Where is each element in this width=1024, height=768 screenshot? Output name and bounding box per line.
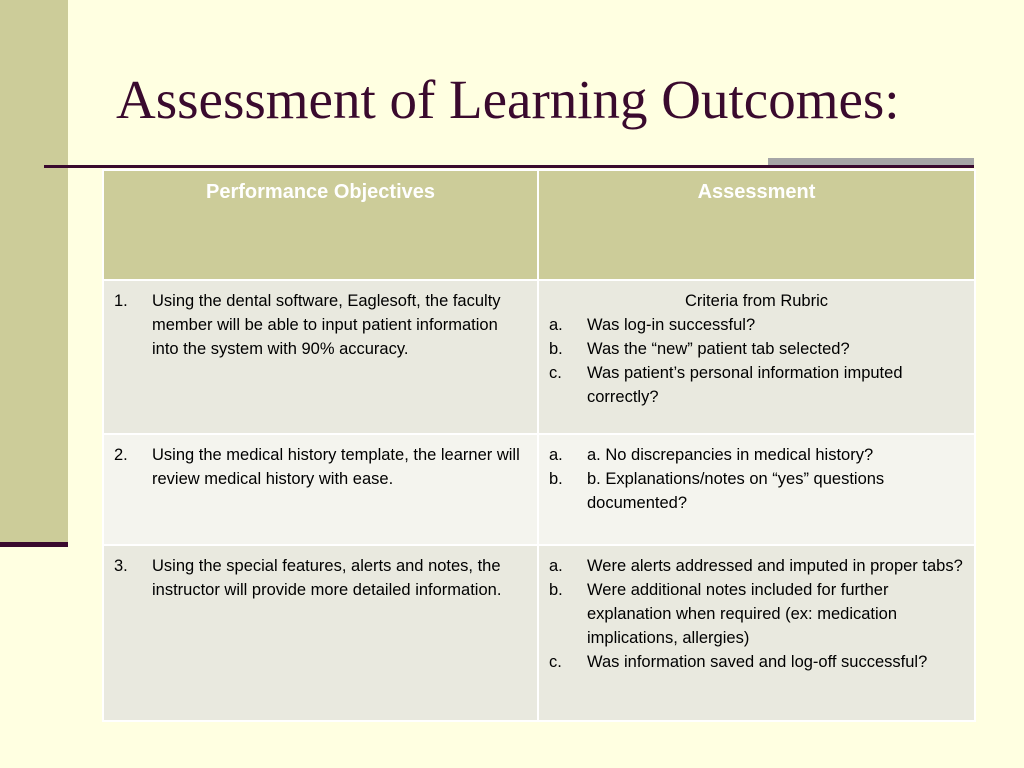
left-accent-rule [0, 542, 68, 547]
objective-number: 2. [114, 446, 128, 464]
table-row [103, 434, 975, 545]
left-accent-bar [0, 0, 68, 546]
assessment-item [549, 467, 964, 515]
objective-text: Using the medical history template, the learner will review medical history with ease. [152, 446, 520, 488]
assessment-cell [538, 280, 975, 434]
assessment-item [549, 578, 964, 650]
outcomes-table [102, 169, 976, 722]
slide-title: Assessment of Learning Outcomes: [116, 69, 900, 130]
assessment-marker: b. [549, 470, 563, 488]
assessment-cell [538, 434, 975, 545]
assessment-text: a. No discrepancies in medical history? [587, 446, 874, 464]
header-performance-objectives: Performance Objectives [103, 170, 538, 280]
assessment-item [549, 361, 964, 409]
objective-item [114, 554, 527, 602]
assessment-text: Was patient’s personal information imputed correctly? [587, 364, 903, 406]
assessment-text: Was log-in successful? [587, 316, 756, 334]
objective-cell [103, 545, 538, 721]
table-row [103, 545, 975, 721]
objective-item [114, 443, 527, 491]
assessment-marker: a. [549, 316, 563, 334]
objective-text: Using the special features, alerts and notes, the instructor will provide more detailed information. [152, 557, 502, 599]
assessment-text: Was information saved and log-off successful? [587, 653, 928, 671]
assessment-item [549, 554, 964, 578]
assessment-text: Were additional notes included for further explanation when required (ex: medication implications, allergies) [587, 581, 898, 647]
assessment-text: b. Explanations/notes on “yes” questions documented? [587, 470, 885, 512]
assessment-item [549, 443, 964, 467]
assessment-marker: a. [549, 557, 563, 575]
table-header-row [103, 170, 975, 280]
assessment-item [549, 650, 964, 674]
objective-cell [103, 434, 538, 545]
table-row [103, 280, 975, 434]
objective-item [114, 289, 527, 361]
assessment-text: Were alerts addressed and imputed in proper tabs? [587, 557, 963, 575]
assessment-marker: c. [549, 653, 562, 671]
header-assessment: Assessment [538, 170, 975, 280]
assessment-marker: b. [549, 340, 563, 358]
assessment-cell [538, 545, 975, 721]
objective-text: Using the dental software, Eaglesoft, the faculty member will be able to input patient information into the system with 90% accuracy. [152, 292, 501, 358]
objective-number: 3. [114, 557, 128, 575]
assessment-heading: Criteria from Rubric [684, 292, 829, 310]
assessment-marker: b. [549, 581, 563, 599]
title-rule [44, 165, 974, 168]
assessment-text: Was the “new” patient tab selected? [587, 340, 850, 358]
assessment-item [549, 337, 964, 361]
objective-cell [103, 280, 538, 434]
assessment-marker: a. [549, 446, 563, 464]
assessment-marker: c. [549, 364, 562, 382]
objective-number: 1. [114, 292, 128, 310]
assessment-item [549, 313, 964, 337]
